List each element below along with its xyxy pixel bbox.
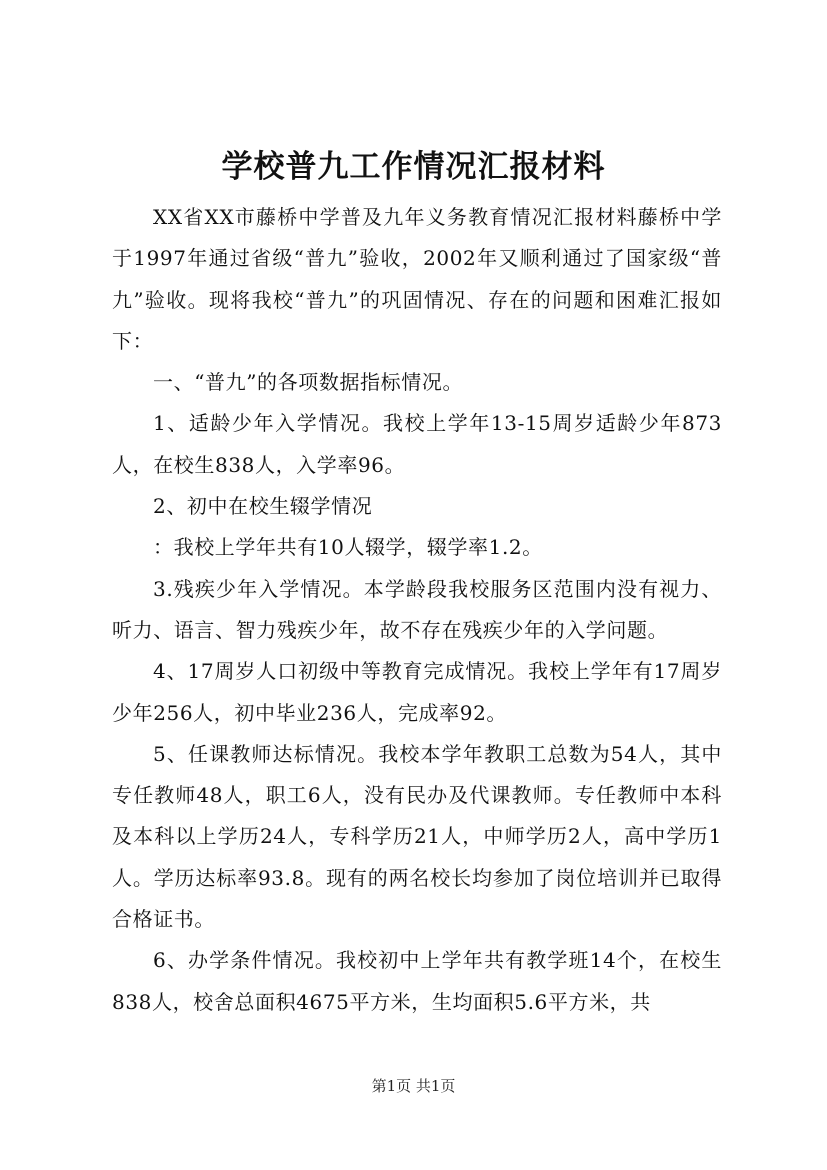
paragraph-item-3: 3.残疾少年入学情况。本学龄段我校服务区范围内没有视力、听力、语言、智力残疾少年，故不存在残疾少年的入学问题。 [112,576,722,642]
paragraph-item-2-detail: ：我校上学年共有10人辍学，辍学率1.2。 [153,535,543,560]
paragraph-item-6: 6、办学条件情况。我校初中上学年共有教学班14个，在校生838人，校舍总面积4675平方米，生均面积5.6平方米，共 [112,948,722,1014]
paragraph-item-2: 2、初中在校生辍学情况 [153,494,373,519]
paragraph-item-4: 4、17周岁人口初级中等教育完成情况。我校上学年有17周岁少年256人，初中毕业236人，完成率92。 [112,659,722,725]
paragraph-item-5: 5、任课教师达标情况。我校本学年教职工总数为54人，其中专任教师48人，职工6人，没有民办及代课教师。专任教师中本科及本科以上学历24人，专科学历21人，中师学历2人，高中学历1人。学历达标率93.8。现有的两名校长均参加了岗位培训并已取得合格证书。 [112,741,722,932]
paragraph-item-1: 1、适龄少年入学情况。我校上学年13-15周岁适龄少年873人，在校生838人，入学率96。 [112,411,722,477]
document-title: 学校普九工作情况汇报材料 [221,149,606,185]
paragraph-section-1-heading: 一、“普九”的各项数据指标情况。 [153,370,464,395]
paragraph-intro: XX省XX市藤桥中学普及九年义务教育情况汇报材料藤桥中学于1997年通过省级“普九”验收，2002年又顺利通过了国家级“普九”验收。现将我校“普九”的巩固情况、存在的问题和困难汇报如下： [112,205,722,353]
document-body [112,197,722,1023]
page-footer: 第1页 共1页 [371,1077,456,1095]
